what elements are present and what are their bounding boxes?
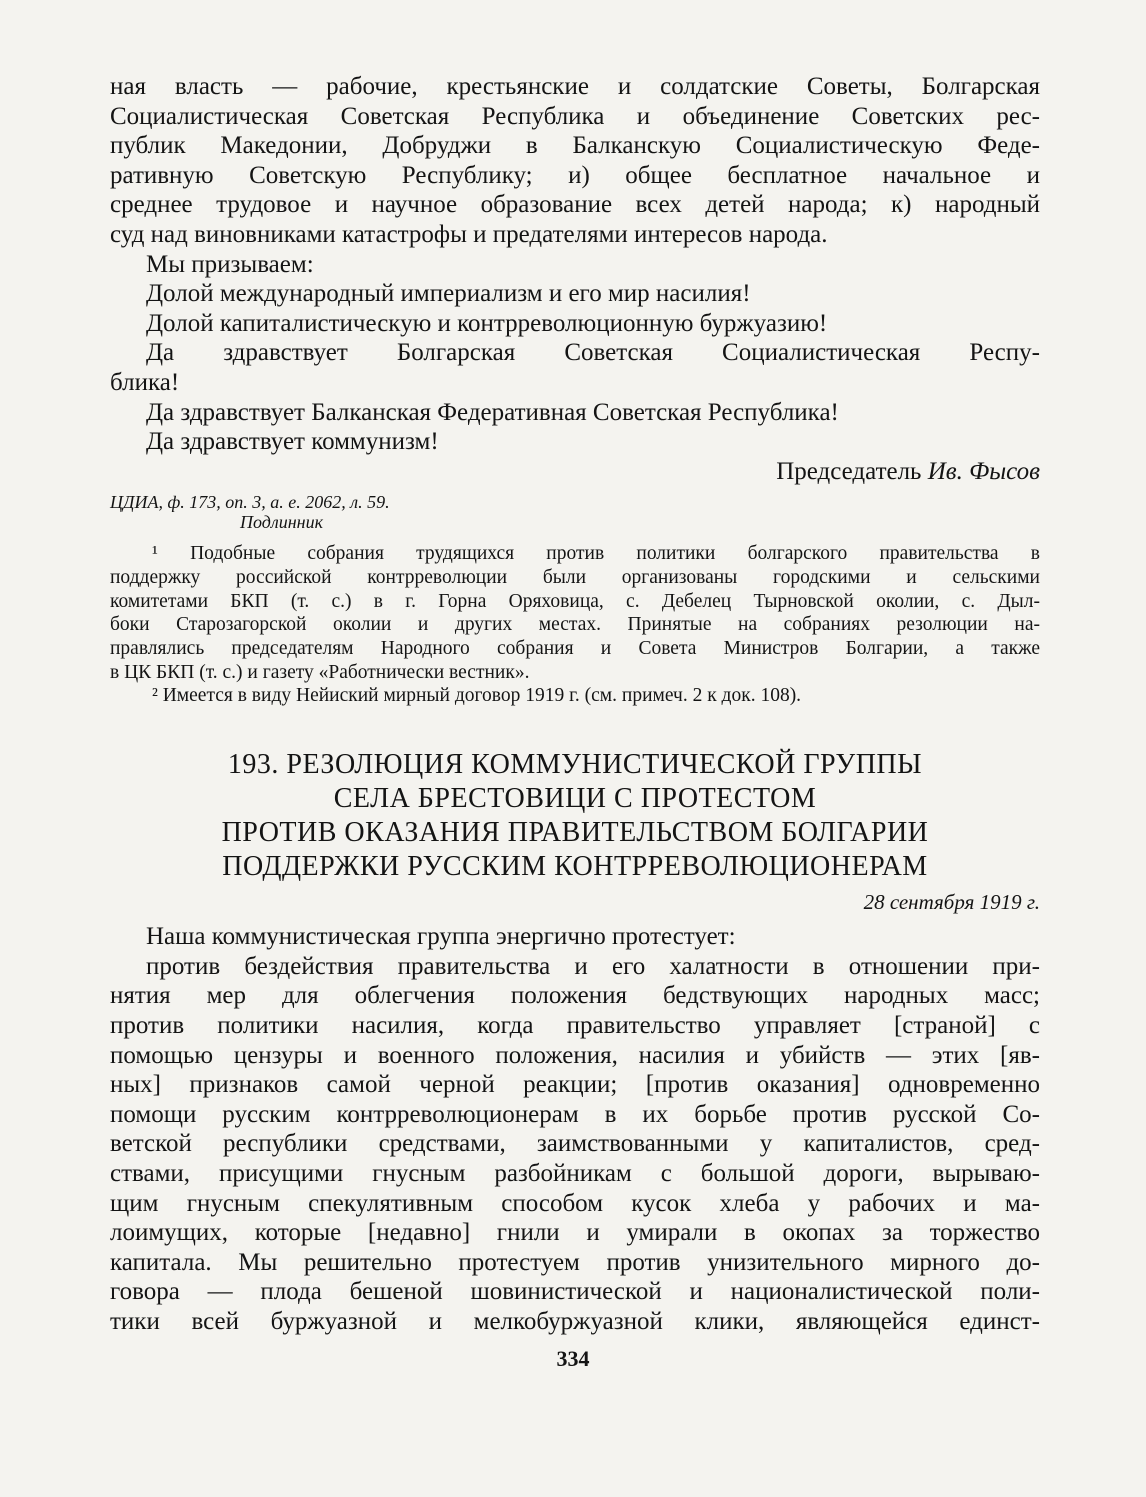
top-paragraph (110, 72, 1040, 250)
text-line: помощи русским контрреволюционерам в их борьбе против русской Со- (110, 1100, 1040, 1128)
title-line: СЕЛА БРЕСТОВИЦИ С ПРОТЕСТОМ (333, 783, 817, 815)
text-line: против бездействия правительства и его халатности в отношении при- (146, 952, 1040, 980)
text-line: суд над виновниками катастрофы и предателями интересов народа. (110, 220, 828, 248)
text-line: ных] признаков самой черной реакции; [против оказания] одновременно (110, 1071, 1040, 1099)
archive-note: Подлинник (240, 512, 323, 533)
slogan-line: Да здравствует Болгарская Советская Социалистическая Респу- (146, 339, 1040, 367)
slogans (110, 250, 1040, 457)
document-page (110, 72, 1040, 1336)
signature-role: Председатель (776, 457, 922, 485)
document-date: 28 сентября 1919 г. (863, 890, 1040, 915)
text-line: нятия мер для облегчения положения бедствующих народных масс; (110, 982, 1040, 1010)
text-line: щим гнусным спекулятивным способом кусок хлеба у рабочих и ма- (110, 1189, 1040, 1217)
slogan-line: Да здравствует коммунизм! (146, 428, 439, 456)
text-line: говора — плода бешеной шовинистической и националистической поли- (110, 1278, 1040, 1306)
signature (110, 457, 1040, 487)
resolution-body (110, 922, 1040, 1336)
text-line: ствами, присущими гнусным разбойникам с большой дороги, вырываю- (110, 1159, 1040, 1187)
title-line: ПРОТИВ ОКАЗАНИЯ ПРАВИТЕЛЬСТВОМ БОЛГАРИИ (221, 817, 929, 849)
slogan-line: блика! (110, 368, 180, 396)
footnote-2: ² Имеется в виду Нейиский мирный договор 1919 г. (см. примеч. 2 к док. 108). (152, 685, 802, 707)
text-line: Наша коммунистическая группа энергично протестует: (146, 923, 736, 951)
footnote-line: ¹ Подобные собрания трудящихся против политики болгарского правительства в (152, 543, 1040, 565)
text-line: публик Македонии, Добруджи в Балканскую Социалистическую Феде- (110, 132, 1040, 160)
footnote-line: поддержку российской контрреволюции были организованы городскими и сельскими (110, 567, 1040, 588)
archive-reference (110, 492, 1040, 532)
text-line: Социалистическая Советская Республика и объединение Советских рес- (110, 102, 1040, 130)
footnote-line: правлялись председателям Народного собрания и Совета Министров Болгарии, а также (110, 638, 1040, 660)
text-line: среднее трудовое и научное образование всех детей народа; к) народный (110, 191, 1040, 219)
slogan-line: Долой капиталистическую и контрреволюционную буржуазию! (146, 309, 828, 337)
title-line: 193. РЕЗОЛЮЦИЯ КОММУНИСТИЧЕСКОЙ ГРУППЫ (227, 749, 923, 781)
footnotes (110, 542, 1040, 708)
page-number: 334 (556, 1346, 590, 1371)
slogan-line: Мы призываем: (146, 250, 314, 278)
title-line: ПОДДЕРЖКИ РУССКИМ КОНТРРЕВОЛЮЦИОНЕРАМ (222, 851, 928, 883)
text-line: ративную Советскую Республику; и) общее бесплатное начальное и (110, 161, 1040, 189)
text-line: лоимущих, которые [недавно] гнили и умирали в окопах за торжество (110, 1219, 1040, 1247)
text-line: помощью цензуры и военного положения, насилия и убийств — этих [яв- (110, 1041, 1040, 1069)
text-line: против политики насилия, когда правительство управляет [страной] с (110, 1011, 1040, 1039)
archive-ref: ЦДИА, ф. 173, оп. 3, а. е. 2062, л. 59. (110, 492, 390, 513)
text-line: ная власть — рабочие, крестьянские и солдатские Советы, Болгарская (110, 73, 1040, 100)
text-line: тики всей буржуазной и мелкобуржуазной клики, являющейся единст- (110, 1307, 1040, 1335)
footnote-line: комитетами БКП (т. с.) в г. Горна Оряховица, с. Дебелец Тырновской околии, с. Дыл- (110, 590, 1040, 612)
document-title (110, 748, 1040, 884)
footnote-line: в ЦК БКП (т. с.) и газету «Работнически вестник». (110, 661, 530, 683)
text-line: капитала. Мы решительно протестуем против унизительного мирного до- (110, 1248, 1040, 1276)
footnote-line: боки Старозагорской околии и других местах. Принятые на собраниях резолюции на- (110, 614, 1040, 636)
slogan-line: Долой международный империализм и его мир насилия! (146, 280, 751, 308)
text-line: ветской республики средствами, заимствованными у капиталистов, сред- (110, 1130, 1040, 1158)
slogan-line: Да здравствует Балканская Федеративная Советская Республика! (146, 398, 839, 426)
signature-name: Ив. Фысов (927, 457, 1040, 485)
